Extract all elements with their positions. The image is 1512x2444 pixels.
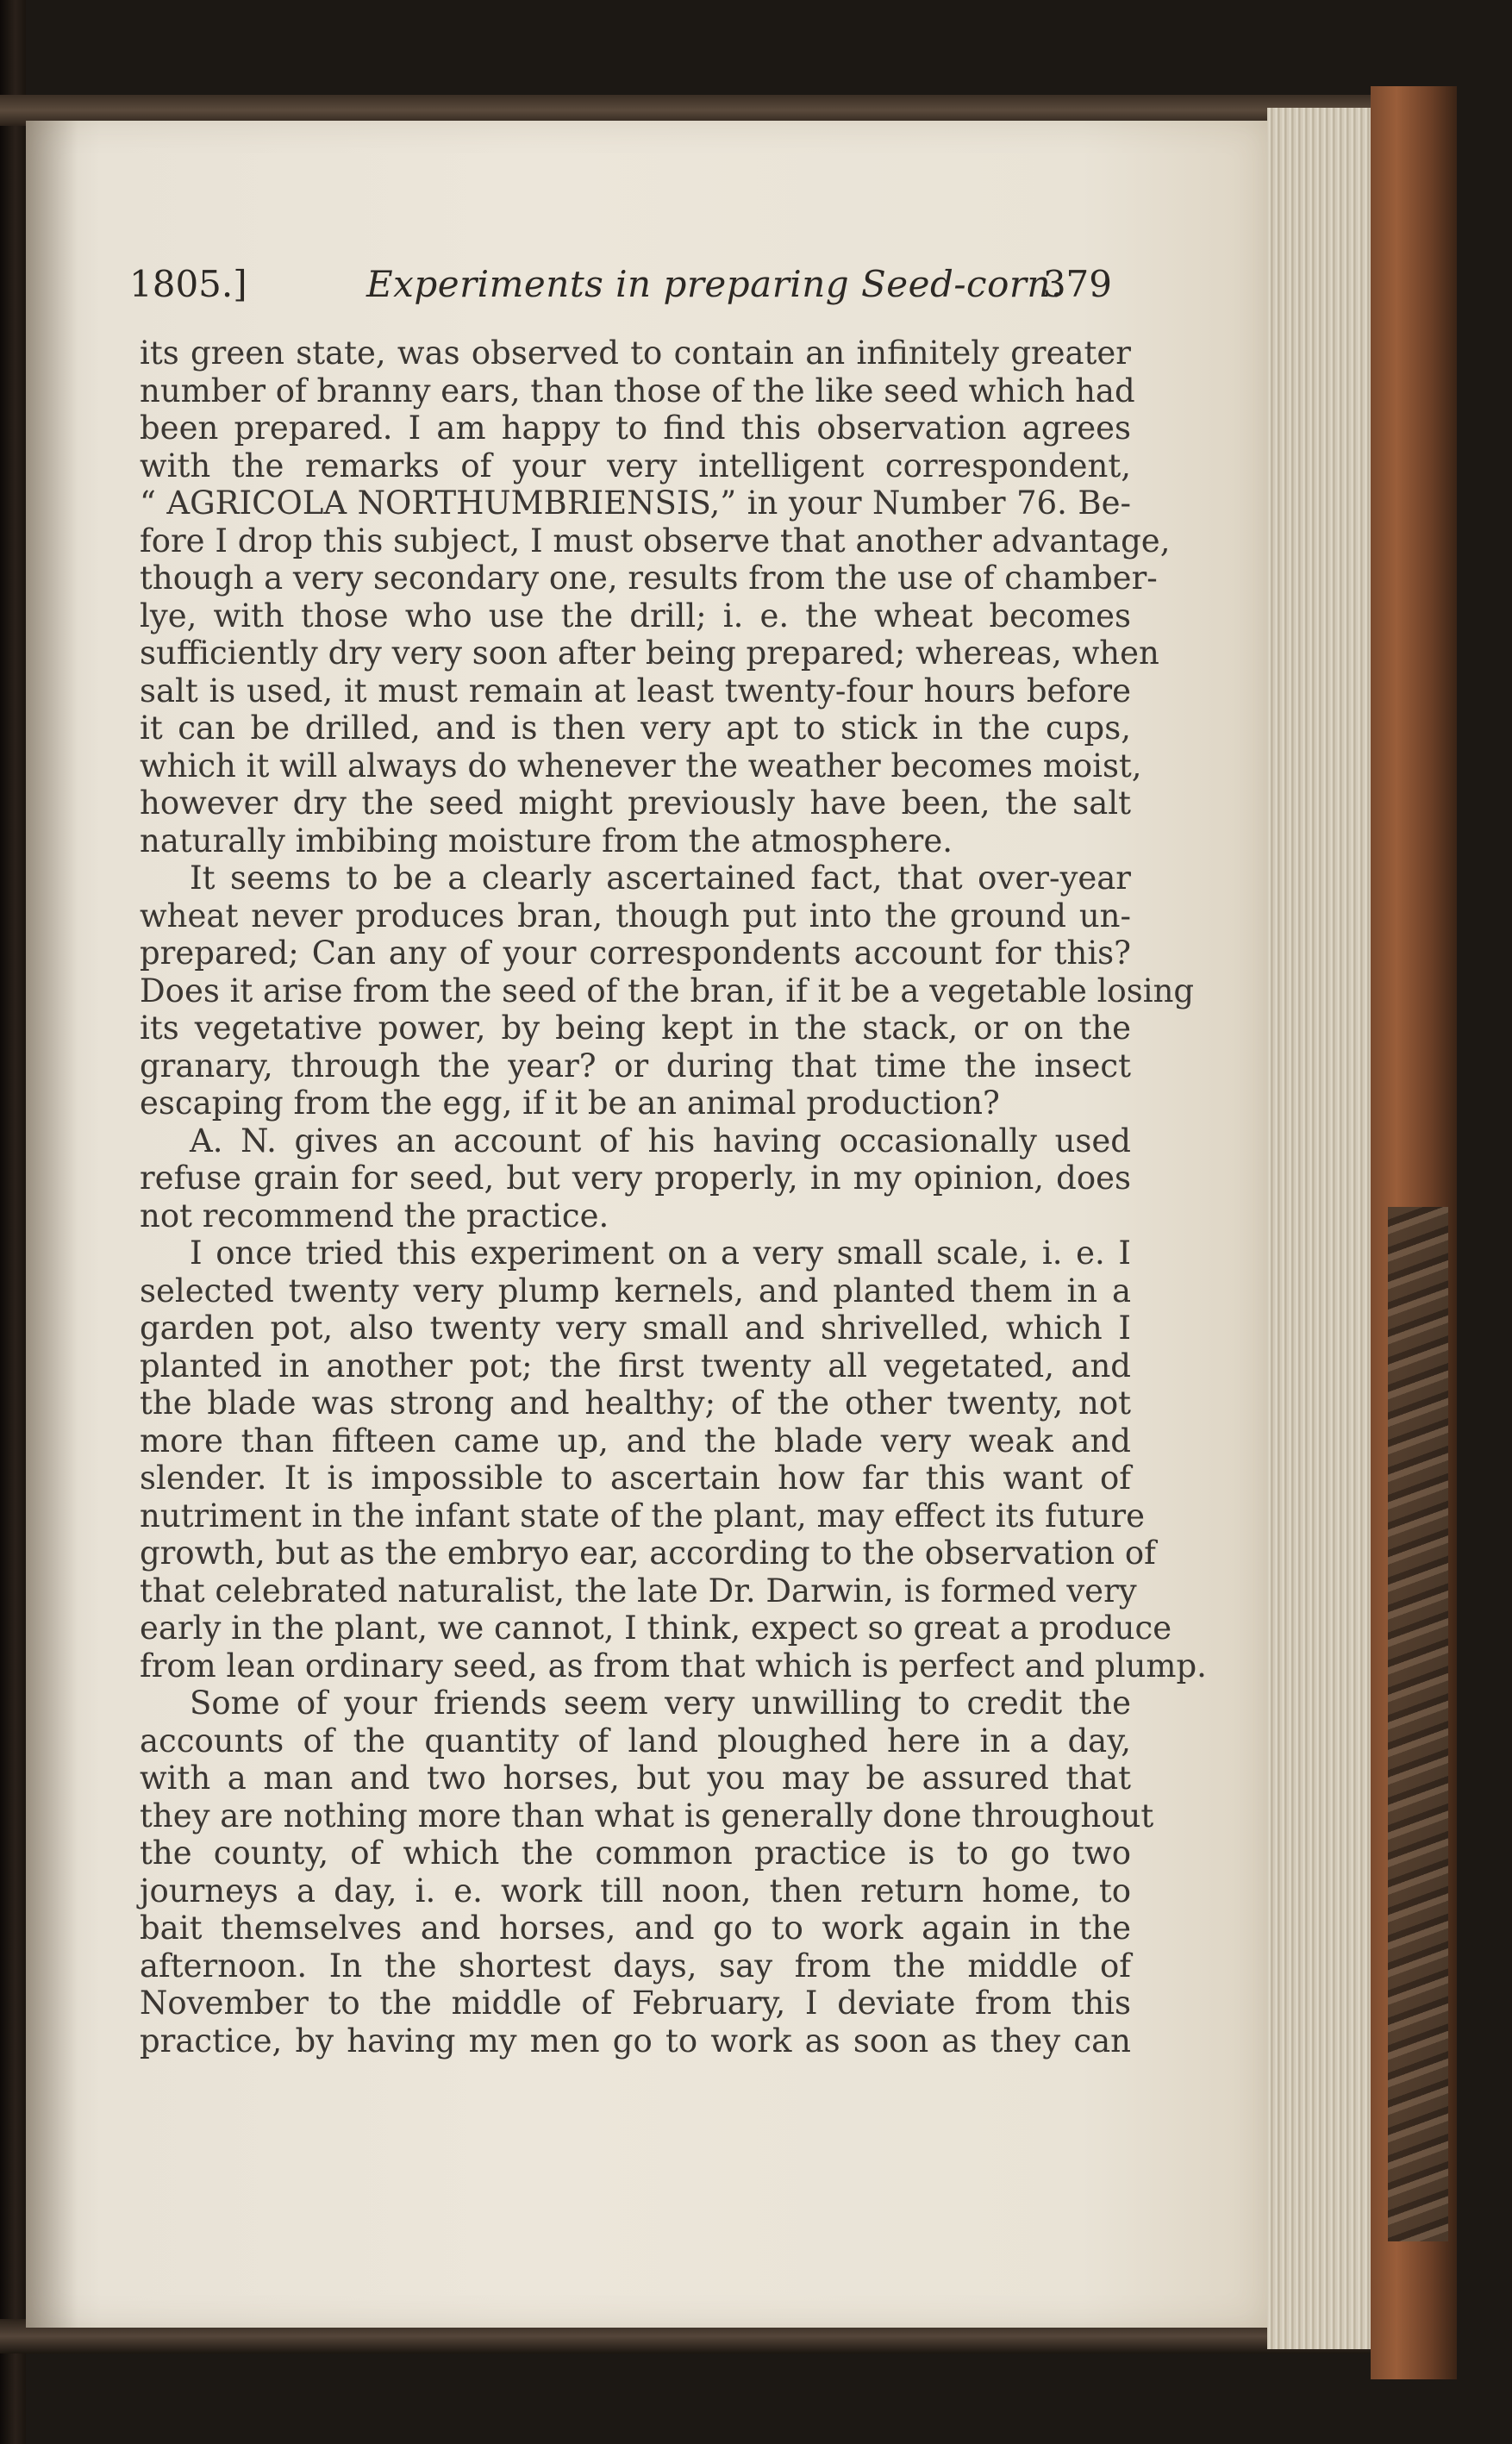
text-line: refuse grain for seed, but very properly, in my opinion, does (140, 1159, 1131, 1197)
text-line: garden pot, also twenty very small and shrivelled, which I (140, 1310, 1131, 1347)
text-line: granary, through the year? or during that time the insect (140, 1047, 1131, 1084)
text-line: planted in another pot; the first twenty all vegetated, and (140, 1347, 1131, 1385)
text-line: selected twenty very plump kernels, and planted them in a (140, 1272, 1131, 1310)
running-header (129, 263, 1112, 315)
text-line: wheat never produces bran, though put into the ground un- (140, 897, 1131, 934)
text-line: afternoon. In the shortest days, say from the middle of (140, 1947, 1131, 1985)
header-year: 1805.] (129, 263, 247, 305)
page-fore-edge (1267, 108, 1371, 2349)
text-line: though a very secondary one, results from the use of chamber- (140, 559, 1158, 597)
text-line: number of branny ears, than those of the like seed which had (140, 372, 1135, 409)
page-number: 379 (1042, 263, 1112, 305)
text-line: accounts of the quantity of land ploughed here in a day, (140, 1722, 1131, 1760)
text-line: been prepared. I am happy to find this observation agrees (140, 409, 1131, 447)
text-line: bait themselves and horses, and go to work again in the (140, 1910, 1131, 1947)
text-line: I once tried this experiment on a very small scale, i. e. I (190, 1235, 1131, 1272)
text-line: growth, but as the embryo ear, according to the observation of (140, 1535, 1156, 1572)
text-line: it can be drilled, and is then very apt to stick in the cups, (140, 709, 1131, 747)
text-line: more than fifteen came up, and the blade very weak and (140, 1422, 1131, 1460)
text-line: salt is used, it must remain at least twenty-four hours before (140, 672, 1131, 709)
text-line: “ AGRICOLA NORTHUMBRIENSIS,” in your Number 76. Be- (140, 484, 1131, 522)
text-line: Some of your friends seem very unwilling to credit the (190, 1685, 1131, 1722)
text-line: escaping from the egg, if it be an animal production? (140, 1084, 1000, 1122)
text-line: prepared; Can any of your correspondents account for this? (140, 934, 1131, 972)
text-line: November to the middle of February, I deviate from this (140, 1985, 1131, 2022)
text-line: the county, of which the common practice is to go two (140, 1835, 1131, 1872)
gutter-shadow (26, 121, 78, 2328)
text-line: they are nothing more than what is generally done throughout (140, 1797, 1154, 1835)
text-line: nutriment in the infant state of the plant, may effect its future (140, 1497, 1145, 1535)
text-line: A. N. gives an account of his having occasionally used (190, 1122, 1131, 1159)
text-line: with the remarks of your very intelligent correspondent, (140, 447, 1131, 484)
text-line: sufficiently dry very soon after being prepared; whereas, when (140, 634, 1159, 672)
body-text (140, 334, 1207, 2060)
text-line: naturally imbibing moisture from the atmosphere. (140, 822, 953, 859)
text-line: which it will always do whenever the weather becomes moist, (140, 747, 1142, 784)
text-line: with a man and two horses, but you may be assured that (140, 1760, 1131, 1797)
marbled-board (1388, 1207, 1448, 2241)
text-line: slender. It is impossible to ascertain how far this want of (140, 1460, 1131, 1497)
text-line: the blade was strong and healthy; of the other twenty, not (140, 1385, 1131, 1422)
text-line: from lean ordinary seed, as from that which is perfect and plump. (140, 1647, 1207, 1685)
text-line: however dry the seed might previously have been, the salt (140, 784, 1131, 822)
text-line: lye, with those who use the drill; i. e. the wheat becomes (140, 597, 1131, 634)
text-line: its green state, was observed to contain an infinitely greater (140, 334, 1131, 372)
text-line: its vegetative power, by being kept in the stack, or on the (140, 1009, 1131, 1047)
text-line: fore I drop this subject, I must observe that another advantage, (140, 522, 1171, 559)
header-title: Experiments in preparing Seed-corn. (366, 263, 1063, 305)
text-line: that celebrated naturalist, the late Dr. Darwin, is formed very (140, 1572, 1137, 1610)
text-line: It seems to be a clearly ascertained fact, that over-year (190, 859, 1131, 897)
book-binding-left (0, 0, 26, 2444)
text-line: journeys a day, i. e. work till noon, then return home, to (140, 1872, 1131, 1910)
text-line: practice, by having my men go to work as soon as they can (140, 2022, 1131, 2060)
text-line: not recommend the practice. (140, 1197, 609, 1235)
text-line: early in the plant, we cannot, I think, expect so great a produce (140, 1610, 1172, 1647)
text-line: Does it arise from the seed of the bran, if it be a vegetable losing (140, 972, 1195, 1009)
